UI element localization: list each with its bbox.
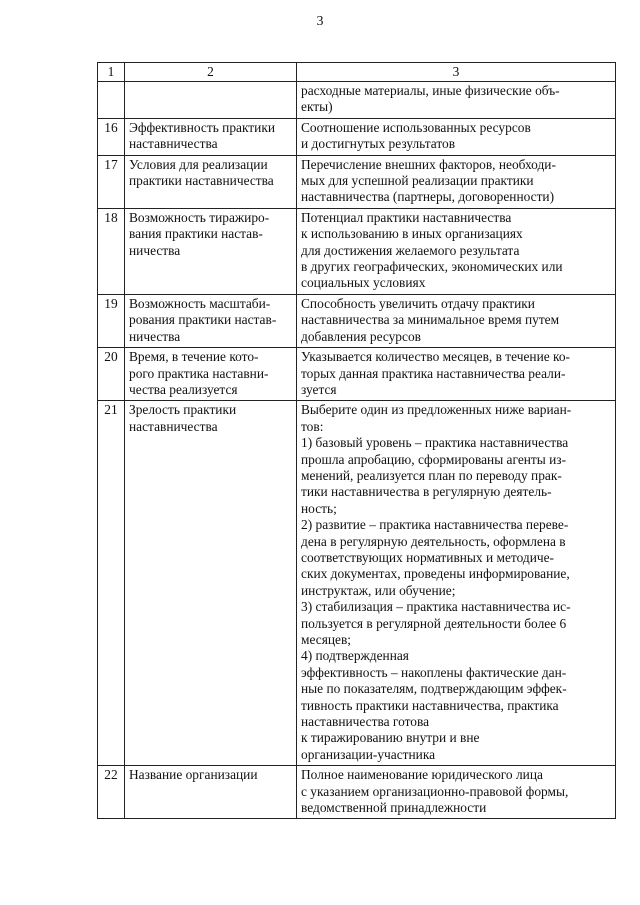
criterion-description-cell [297, 401, 616, 766]
criterion-name-line: Название организации [129, 767, 258, 783]
header-col-3: 3 [297, 63, 616, 82]
criterion-name-cell [125, 401, 297, 766]
criterion-name-line: ничества [129, 242, 181, 258]
criterion-description-line: 2) развитие – практика наставничества переве- [301, 517, 569, 533]
criterion-description-line: мых для успешной реализации практики [301, 173, 534, 189]
criterion-description-line: 1) базовый уровень – практика наставничества [301, 435, 569, 451]
row-number-cell: 20 [98, 348, 125, 401]
table-row [98, 401, 616, 766]
row-number-cell: 18 [98, 208, 125, 294]
criterion-description-line: Потенциал практики наставничества [301, 209, 512, 225]
criterion-name-line: практики наставничества [129, 173, 274, 189]
criterion-description-line: в других географических, экономических или [301, 259, 563, 275]
criterion-description-line: тики наставничества в регулярную деятель- [301, 484, 552, 500]
criterion-name-line: ничества [129, 328, 181, 344]
criterion-description-line: Способность увеличить отдачу практики [301, 295, 535, 311]
criterion-name-line: наставничества [129, 136, 218, 152]
criterion-description-line: наставничества готова [301, 714, 430, 730]
header-col-1: 1 [98, 63, 125, 82]
criterion-description-cell [297, 766, 616, 819]
continuation-line: екты) [301, 99, 333, 115]
continuation-row [98, 82, 616, 119]
criterion-name-line: Эффективность практики [129, 119, 275, 135]
continuation-name-cell [125, 82, 297, 119]
criterion-name-line: чества реализуется [129, 381, 238, 397]
criterion-name-cell [125, 348, 297, 401]
criterion-description-line: Полное наименование юридического лица [301, 767, 543, 783]
header-col-2: 2 [125, 63, 297, 82]
row-number-cell: 19 [98, 294, 125, 347]
table-row [98, 118, 616, 155]
criterion-name-line: Зрелость практики [129, 402, 237, 418]
page-number: 3 [316, 14, 324, 29]
criterion-description-line: месяцев; [301, 632, 352, 647]
criterion-name-line: вания практики настав- [129, 226, 263, 242]
criterion-description-line: ные по показателям, подтверждающим эффек- [301, 681, 567, 697]
criterion-name-cell [125, 118, 297, 155]
criterion-description-line: к использованию в иных организациях [301, 226, 523, 242]
criterion-name-cell [125, 766, 297, 819]
criterion-name-cell [125, 294, 297, 347]
row-number-cell: 16 [98, 118, 125, 155]
criterion-description-line: социальных условиях [301, 275, 426, 291]
criterion-description-line: эффективность – накоплены фактические дан- [301, 664, 567, 680]
table-header-row [98, 63, 616, 82]
criterion-name-line: Время, в течение кото- [129, 349, 259, 365]
table-row [98, 294, 616, 347]
criterion-description-line: Перечисление внешних факторов, необходи- [301, 156, 556, 172]
criterion-description-line: пользуется в регулярной деятельности более 6 [301, 615, 567, 631]
criterion-description-line: инструктаж, или обучение; [301, 582, 456, 598]
table-row [98, 766, 616, 819]
criterion-description-line: организации-участника [301, 746, 436, 762]
criterion-description-line: наставничества (партнеры, договоренности) [301, 189, 555, 205]
criterion-description-line: ведомственной принадлежности [301, 800, 487, 816]
criterion-name-line: рования практики настав- [129, 312, 277, 328]
criterion-description-line: Выберите один из предложенных ниже вариан- [301, 402, 572, 418]
criterion-description-line: торых данная практика наставничества реали- [301, 365, 566, 381]
row-number-cell: 17 [98, 155, 125, 208]
criterion-description-cell [297, 208, 616, 294]
criterion-name-line: Возможность масштаби- [129, 295, 271, 311]
row-number-cell: 21 [98, 401, 125, 766]
criterion-description-line: к тиражированию внутри и вне [301, 730, 480, 746]
criterion-description-line: 3) стабилизация – практика наставничества ис- [301, 599, 571, 615]
criterion-description-line: с указанием организационно-правовой формы, [301, 783, 569, 799]
criterion-description-cell [297, 155, 616, 208]
criterion-description-line: прошла апробацию, сформированы агенты из- [301, 451, 567, 467]
criterion-name-line: рого практика наставни- [129, 365, 269, 381]
criterion-description-cell [297, 348, 616, 401]
criterion-description-line: и достигнутых результатов [301, 136, 456, 152]
criterion-description-cell [297, 294, 616, 347]
table-row [98, 348, 616, 401]
criterion-description-line: добавления ресурсов [301, 328, 421, 344]
criteria-table [97, 62, 616, 819]
criterion-description-cell [297, 118, 616, 155]
table-row [98, 155, 616, 208]
criterion-description-line: ских документах, проведены информирование, [301, 566, 570, 582]
table-row [98, 208, 616, 294]
criterion-description-line: тивность практики наставничества, практика [301, 697, 559, 713]
criterion-description-line: менений, реализуется план по переводу прак- [301, 467, 562, 483]
continuation-num-cell [98, 82, 125, 119]
criterion-name-line: Условия для реализации [129, 156, 268, 172]
criterion-description-line: тов: [301, 418, 324, 434]
criterion-description-line: Указывается количество месяцев, в течение ко- [301, 349, 571, 365]
row-number-cell: 22 [98, 766, 125, 819]
continuation-desc-cell [297, 82, 616, 119]
criterion-description-line: Соотношение использованных ресурсов [301, 119, 531, 135]
criterion-description-line: дена в регулярную деятельность, оформлена в [301, 533, 566, 549]
criterion-name-cell [125, 208, 297, 294]
criterion-description-line: наставничества за минимальное время путем [301, 312, 560, 328]
criterion-name-line: наставничества [129, 418, 218, 434]
criterion-name-line: Возможность тиражиро- [129, 209, 270, 225]
criterion-description-line: ность; [301, 500, 337, 516]
criterion-description-line: соответствующих нормативных и методиче- [301, 549, 555, 565]
criterion-description-line: для достижения желаемого результата [301, 242, 520, 258]
criterion-description-line: зуется [301, 381, 337, 397]
criterion-description-line: 4) подтвержденная [301, 648, 409, 664]
continuation-line: расходные материалы, иные физические объ- [301, 83, 560, 98]
criterion-name-cell [125, 155, 297, 208]
